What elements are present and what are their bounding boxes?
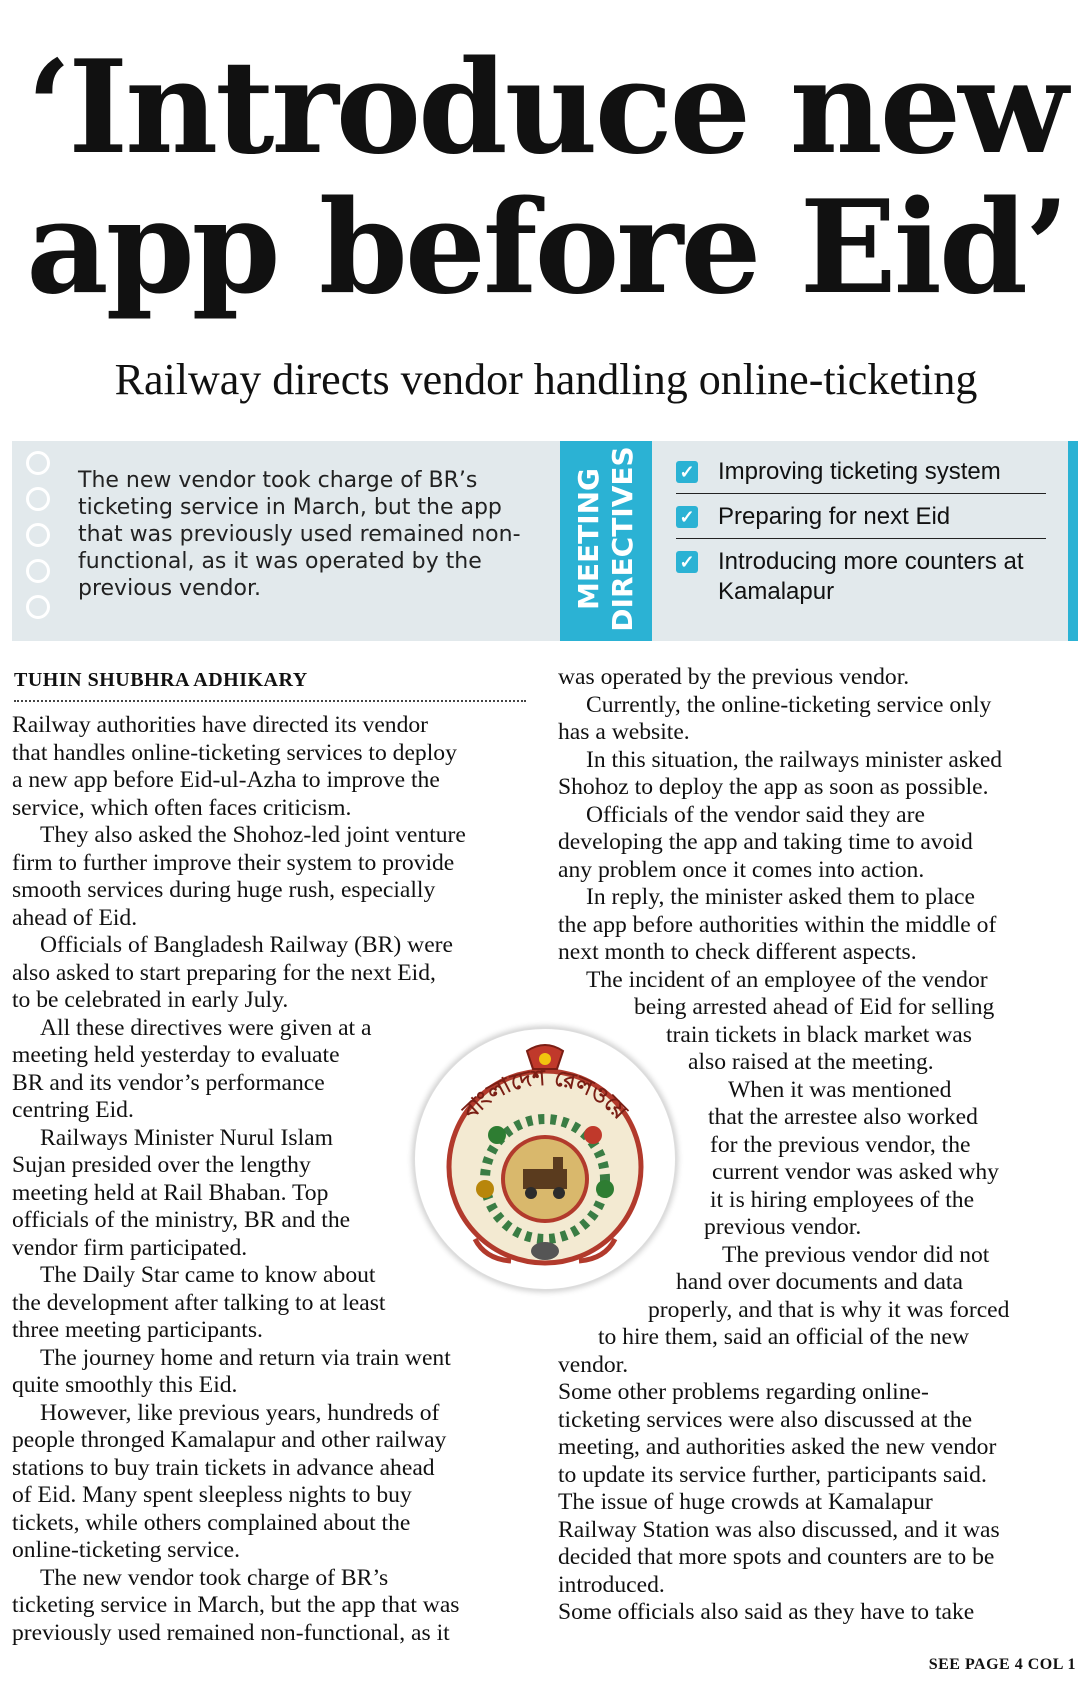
meeting-directives-label: [572, 439, 640, 639]
article-line: smooth services during huge rush, especially: [12, 877, 436, 903]
directive-text: Introducing more counters at Kamalapur: [718, 548, 1024, 605]
article-line: Railways Minister Nurul Islam: [40, 1124, 333, 1151]
article-line: meeting held yesterday to evaluate: [12, 1042, 340, 1068]
article-line: Railway authorities have directed its vendor: [12, 712, 429, 738]
article-line: also asked to start preparing for the next Eid,: [12, 959, 436, 986]
article-line: of Eid. Many spent sleepless nights to buy: [12, 1482, 412, 1508]
article-line: tickets, while others complained about the: [12, 1509, 411, 1536]
article-line: the app before authorities within the middle of: [558, 911, 997, 938]
article-line: quite smoothly this Eid.: [12, 1372, 238, 1398]
article-line: properly, and that is why it was forced: [648, 1296, 1010, 1323]
checkmark-icon: ✓: [676, 461, 698, 483]
article-line: previously used remained non-functional, as it: [12, 1619, 450, 1646]
article-line: for the previous vendor, the: [710, 1131, 971, 1158]
article-line: The new vendor took charge of BR’s: [40, 1564, 389, 1591]
article-line: current vendor was asked why: [712, 1159, 999, 1185]
article-line: The incident of an employee of the vendor: [586, 966, 988, 993]
headline-line-1: ‘Introduce new: [26, 33, 1066, 183]
article-line: ticketing service in March, but the app that was: [12, 1592, 460, 1618]
article-line: The issue of huge crowds at Kamalapur: [558, 1489, 933, 1515]
article-line: officials of the ministry, BR and the: [12, 1207, 351, 1233]
article-line: vendor.: [558, 1351, 629, 1378]
article-line: was operated by the previous vendor.: [558, 664, 910, 690]
binder-ring-icon: [26, 523, 50, 547]
article-line: They also asked the Shohoz-led joint venture: [40, 822, 466, 848]
article-line: that handles online-ticketing services to deploy: [12, 739, 457, 766]
directive-item: [676, 502, 1046, 539]
article-line: Officials of Bangladesh Railway (BR) were: [40, 932, 453, 958]
article-line: meeting, and authorities asked the new vendor: [558, 1434, 997, 1460]
directive-item: [676, 547, 1046, 613]
article-line: All these directives were given at a: [40, 1014, 372, 1041]
article-line: has a website.: [558, 719, 690, 745]
article-line: to update its service further, participants said.: [558, 1461, 987, 1488]
directive-text: Preparing for next Eid: [718, 503, 951, 530]
article-line: When it was mentioned: [728, 1076, 952, 1103]
article-line: a new app before Eid-ul-Azha to improve the: [12, 767, 440, 793]
article-line: people thronged Kamalapur and other railway: [12, 1427, 447, 1453]
article-line: meeting held at Rail Bhaban. Top: [12, 1179, 329, 1206]
article-line: introduced.: [558, 1571, 665, 1598]
article-line: The journey home and return via train went: [40, 1344, 451, 1371]
article-line: also raised at the meeting.: [688, 1049, 934, 1075]
article-line: being arrested ahead of Eid for selling: [634, 994, 995, 1020]
article-line: Railway Station was also discussed, and it was: [558, 1516, 1000, 1543]
headline: [0, 33, 1092, 323]
article-line: any problem once it comes into action.: [558, 856, 925, 883]
article-line: The previous vendor did not: [722, 1241, 990, 1268]
article-line: BR and its vendor’s performance: [12, 1069, 325, 1096]
article-line: firm to further improve their system to provide: [12, 849, 455, 876]
checkmark-icon: ✓: [676, 506, 698, 528]
article-line: Some other problems regarding online-: [558, 1379, 929, 1405]
article-line: previous vendor.: [704, 1214, 862, 1240]
article-line: centring Eid.: [12, 1097, 134, 1123]
binder-ring-icon: [26, 559, 50, 583]
band-label-line-2: DIRECTIVES: [606, 446, 639, 632]
info-box: [12, 441, 1078, 641]
meeting-directives-band: [560, 441, 652, 641]
article-line: ticketing services were also discussed at the: [558, 1406, 973, 1433]
article-line: Sujan presided over the lengthy: [12, 1152, 311, 1178]
article-line: it is hiring employees of the: [710, 1186, 975, 1213]
article-line: ahead of Eid.: [12, 904, 138, 931]
bangladesh-railway-emblem: [414, 1028, 676, 1290]
article-line: The Daily Star came to know about: [40, 1262, 376, 1288]
binder-ring-icon: [26, 595, 50, 619]
article-line: In this situation, the railways minister asked: [586, 746, 1003, 773]
article-line: However, like previous years, hundreds of: [40, 1399, 440, 1426]
directive-item: [676, 457, 1046, 494]
article-line: online-ticketing service.: [12, 1537, 240, 1563]
directives-list: [676, 457, 1046, 621]
article-line: three meeting participants.: [12, 1317, 263, 1343]
railway-seal-icon: [415, 1029, 675, 1289]
article-line: developing the app and taking time to avoid: [558, 829, 973, 855]
article-line: train tickets in black market was: [666, 1021, 972, 1048]
byline: TUHIN SHUBHRA ADHIKARY: [14, 669, 308, 691]
binder-ring-icon: [26, 487, 50, 511]
binder-rings-decoration: [12, 447, 52, 637]
article-line: decided that more spots and counters are to be: [558, 1544, 995, 1570]
band-label-line-1: MEETING: [572, 467, 605, 611]
emblem-inscription: বাংলাদেশ রেলওয়ে: [458, 1065, 632, 1125]
article-line: vendor firm participated.: [12, 1234, 248, 1261]
article-line: to be celebrated in early July.: [12, 987, 289, 1013]
directive-text: Improving ticketing system: [718, 458, 1001, 485]
info-summary: The new vendor took charge of BR’s ticketing service in March, but the app that was previously used remained non-functional, as it was operated by the previous vendor.: [78, 468, 521, 601]
article-line: In reply, the minister asked them to place: [586, 884, 975, 910]
checkmark-icon: ✓: [676, 551, 698, 573]
article-line: hand over documents and data: [676, 1269, 963, 1295]
article-line: that the arrestee also worked: [708, 1104, 978, 1130]
article-line: Currently, the online-ticketing service only: [586, 691, 992, 718]
headline-line-2: app before Eid’: [26, 173, 1066, 323]
article-line: stations to buy train tickets in advance ahead: [12, 1454, 435, 1481]
article-line: Shohoz to deploy the app as soon as possible.: [558, 774, 989, 800]
info-box-accent-bar: [1068, 441, 1078, 641]
article-line: next month to check different aspects.: [558, 939, 917, 965]
byline-divider: [14, 700, 526, 702]
article-line: Some officials also said as they have to take: [558, 1599, 975, 1625]
continuation-note: SEE PAGE 4 COL 1: [928, 1656, 1076, 1673]
subheadline: Railway directs vendor handling online-ticketing: [114, 355, 978, 404]
article-line: to hire them, said an official of the new: [598, 1324, 970, 1350]
article-line: service, which often faces criticism.: [12, 794, 352, 821]
article-line: the development after talking to at least: [12, 1289, 386, 1316]
binder-ring-icon: [26, 451, 50, 475]
article-line: Officials of the vendor said they are: [586, 801, 925, 828]
